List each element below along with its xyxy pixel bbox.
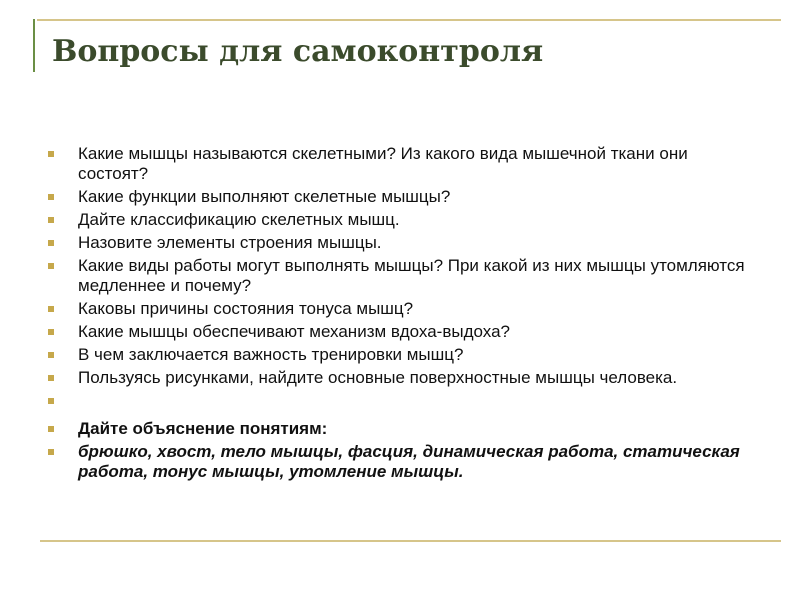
- list-item: [44, 233, 754, 253]
- list-item: [44, 210, 754, 230]
- square-bullet-icon: [48, 263, 54, 269]
- list-item: [44, 322, 754, 342]
- square-bullet-icon: [48, 426, 54, 432]
- list-item-text: Дайте объяснение понятиям:: [78, 419, 328, 438]
- title-accent-bar: [33, 19, 35, 72]
- question-list: [44, 144, 754, 485]
- list-item: [44, 368, 754, 388]
- list-item: [44, 299, 754, 319]
- list-item-heading: [44, 419, 754, 439]
- list-item: [44, 345, 754, 365]
- square-bullet-icon: [48, 329, 54, 335]
- square-bullet-icon: [48, 217, 54, 223]
- list-item-text: Назовите элементы строения мышцы.: [78, 233, 382, 252]
- square-bullet-icon: [48, 306, 54, 312]
- list-item-text: Какие функции выполняют скелетные мышцы?: [78, 187, 451, 206]
- square-bullet-icon: [48, 398, 54, 404]
- list-item-text: Какие мышцы обеспечивают механизм вдоха-выдоха?: [78, 322, 510, 341]
- square-bullet-icon: [48, 240, 54, 246]
- list-item-text: Пользуясь рисунками, найдите основные поверхностные мышцы человека.: [78, 368, 678, 387]
- list-item-text: Какие мышцы называются скелетными? Из какого вида мышечной ткани они состоят?: [78, 144, 688, 183]
- square-bullet-icon: [48, 151, 54, 157]
- list-item-terms: [44, 442, 754, 482]
- top-divider: [37, 19, 781, 21]
- list-item: [44, 187, 754, 207]
- list-item-text: Какие виды работы могут выполнять мышцы? При какой из них мышцы утомляются медленнее и почему?: [78, 256, 745, 295]
- list-item-text: Каковы причины состояния тонуса мышц?: [78, 299, 414, 318]
- list-item: [44, 144, 754, 184]
- list-item-text: В чем заключается важность тренировки мышц?: [78, 345, 464, 364]
- square-bullet-icon: [48, 449, 54, 455]
- list-item-empty: [44, 391, 754, 416]
- square-bullet-icon: [48, 375, 54, 381]
- slide-title: Вопросы для самоконтроля: [52, 34, 544, 69]
- bottom-divider: [40, 540, 781, 542]
- list-item: [44, 256, 754, 296]
- square-bullet-icon: [48, 194, 54, 200]
- square-bullet-icon: [48, 352, 54, 358]
- list-item-text: брюшко, хвост, тело мышцы, фасция, динамическая работа, статическая работа, тонус мышцы, утомление мышцы.: [78, 442, 740, 481]
- list-item-text: Дайте классификацию скелетных мышц.: [78, 210, 400, 229]
